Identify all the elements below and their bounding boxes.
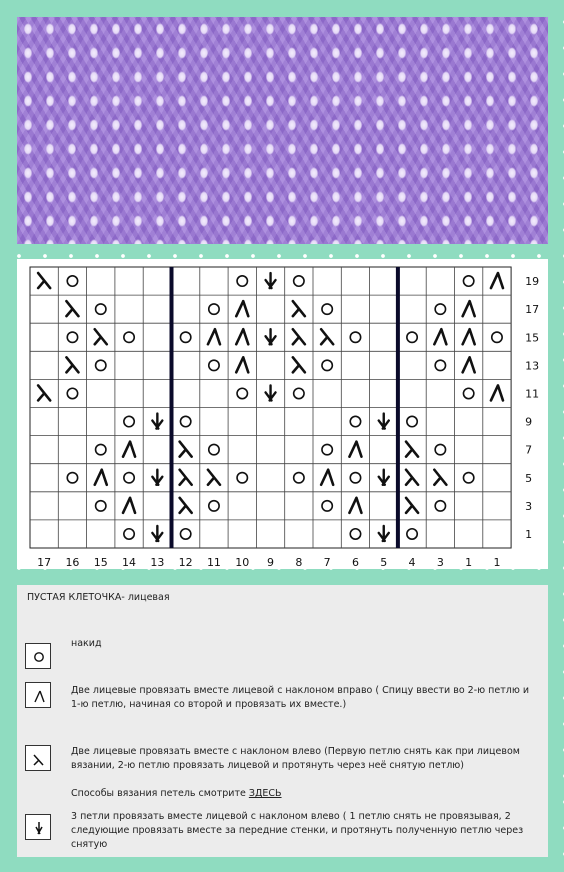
methods-line	[71, 787, 282, 801]
legend-panel	[17, 585, 548, 857]
column-label: 3	[436, 556, 444, 569]
legend-item-k3tog-left: 3 петли провязать вместе лицевой с наклоном влево ( 1 петлю снять не провязывая, 2 следующие провязать вместе за передние стенки, и протянуть полученную петлю через снятую	[71, 811, 524, 850]
methods-link[interactable]: ЗДЕСЬ	[248, 788, 282, 799]
column-label: 17	[37, 556, 52, 569]
knitting-chart	[17, 259, 548, 569]
row-label: 19	[525, 275, 540, 289]
k2tog-left-icon	[25, 745, 51, 771]
row-label: 3	[525, 499, 533, 513]
row-label: 7	[525, 443, 533, 457]
row-label: 9	[525, 415, 533, 429]
k3tog-left-icon	[25, 814, 51, 840]
column-label: 8	[295, 556, 303, 569]
column-label: 12	[178, 556, 193, 569]
row-label: 17	[525, 303, 540, 317]
row-label: 11	[525, 387, 540, 401]
column-label: 11	[206, 556, 221, 569]
column-label: 7	[323, 556, 331, 569]
legend-item-yarn-over: накид	[71, 638, 102, 649]
column-label: 1	[465, 556, 473, 569]
column-label: 5	[380, 556, 388, 569]
column-label: 9	[267, 556, 275, 569]
row-label: 13	[525, 359, 540, 373]
column-label: 16	[65, 556, 80, 569]
methods-text: Способы вязания петель смотрите	[71, 788, 246, 799]
legend-item-k2tog-right: Две лицевые провязать вместе лицевой с наклоном вправо ( Спицу ввести во 2-ю петлю и 1-ю петлю, начиная со второй и провязать их вместе.)	[71, 685, 530, 710]
column-label: 1	[493, 556, 501, 569]
row-label: 5	[525, 471, 533, 485]
yarn-over-icon	[25, 643, 51, 669]
knitting-chart-panel	[17, 259, 548, 569]
k2tog-right-icon	[25, 682, 51, 708]
column-label: 15	[93, 556, 108, 569]
row-label: 1	[525, 527, 533, 541]
legend-item-k2tog-left: Две лицевые провязать вместе с наклоном влево (Первую петлю снять как при лицевом вязании, 2-ю петлю провязать лицевой и протянуть через неё снятую петлю)	[71, 746, 520, 771]
column-label: 14	[122, 556, 137, 569]
row-label: 15	[525, 331, 540, 345]
empty-cell-label: ПУСТАЯ КЛЕТОЧКА- лицевая	[27, 592, 170, 603]
column-label: 4	[408, 556, 416, 569]
column-label: 10	[235, 556, 250, 569]
knitting-sample-photo	[17, 17, 548, 244]
column-label: 13	[150, 556, 165, 569]
column-label: 6	[351, 556, 359, 569]
